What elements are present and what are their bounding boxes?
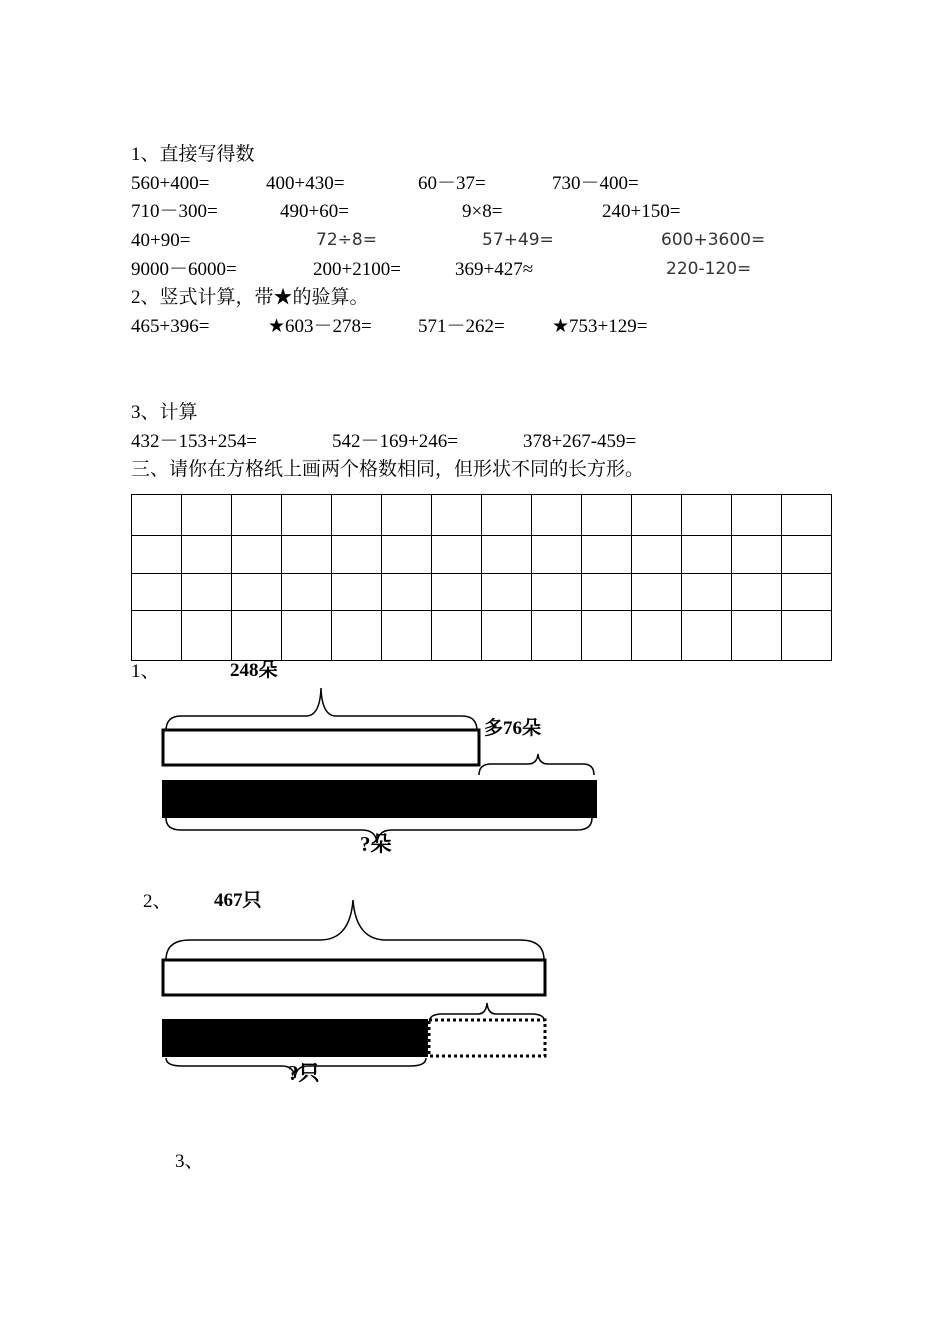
vertical-problem-4: ★753+129=	[552, 316, 648, 337]
diagram3-number: 3、	[175, 1151, 204, 1172]
problem-2-2: 490+60=	[280, 201, 349, 222]
section1-title: 1、直接写得数	[131, 144, 255, 165]
diagram1-diff-brace	[479, 754, 594, 775]
diagram1-bottom-brace	[166, 818, 592, 843]
diagram1-question-label: ?朵	[360, 832, 392, 856]
part3-title: 三、请你在方格纸上画两个格数相同，但形状不同的长方形。	[131, 459, 645, 480]
problem-3-1: 40+90=	[131, 230, 191, 251]
calc-problem-2: 542－169+246=	[332, 431, 458, 452]
problem-1-2: 400+430=	[266, 173, 345, 194]
problem-1-1: 560+400=	[131, 173, 210, 194]
diagram2-small-brace	[430, 1003, 544, 1020]
vertical-problem-3: 571－262=	[418, 316, 505, 337]
problem-2-4: 240+150=	[602, 201, 681, 222]
problem-1-3: 60－37=	[418, 173, 486, 194]
problem-2-1: 710－300=	[131, 201, 218, 222]
diagram2-top-label: 467只	[214, 890, 262, 911]
problem-2-3: 9×8=	[462, 201, 503, 222]
problem-1-4: 730－400=	[552, 173, 639, 194]
diagram1-white-bar	[163, 730, 479, 765]
diagram2-question-label: ?只	[288, 1061, 320, 1085]
problem-4-4: 220-120=	[666, 259, 752, 279]
section3-title: 3、计算	[131, 402, 198, 423]
problem-3-4: 600+3600=	[661, 230, 766, 250]
problem-3-2: 72÷8=	[316, 230, 377, 250]
diagram1-top-label: 248朵	[230, 660, 278, 681]
diagram1-black-bar	[162, 780, 597, 818]
calc-problem-3: 378+267-459=	[523, 431, 637, 452]
diagram2-bottom-brace	[166, 1058, 426, 1078]
problem-4-2: 200+2100=	[313, 259, 401, 280]
diagram2-dotted-bar	[429, 1020, 545, 1056]
problem-4-1: 9000－6000=	[131, 259, 237, 280]
problem-3-3: 57+49=	[482, 230, 554, 250]
problem-4-3: 369+427≈	[455, 259, 534, 280]
diagram1-diff-label: 多76朵	[484, 718, 542, 739]
vertical-problem-2: ★603－278=	[268, 316, 372, 337]
diagram2-top-brace	[166, 900, 544, 960]
diagram2-number: 2、	[143, 891, 172, 912]
section2-title: 2、竖式计算，带★的验算。	[131, 287, 369, 308]
vertical-problem-1: 465+396=	[131, 316, 210, 337]
diagram2-white-bar	[163, 960, 545, 995]
calc-problem-1: 432－153+254=	[131, 431, 257, 452]
diagram1-number: 1、	[131, 661, 160, 682]
diagram2-black-bar	[162, 1019, 428, 1057]
diagram1-top-brace	[166, 688, 477, 731]
